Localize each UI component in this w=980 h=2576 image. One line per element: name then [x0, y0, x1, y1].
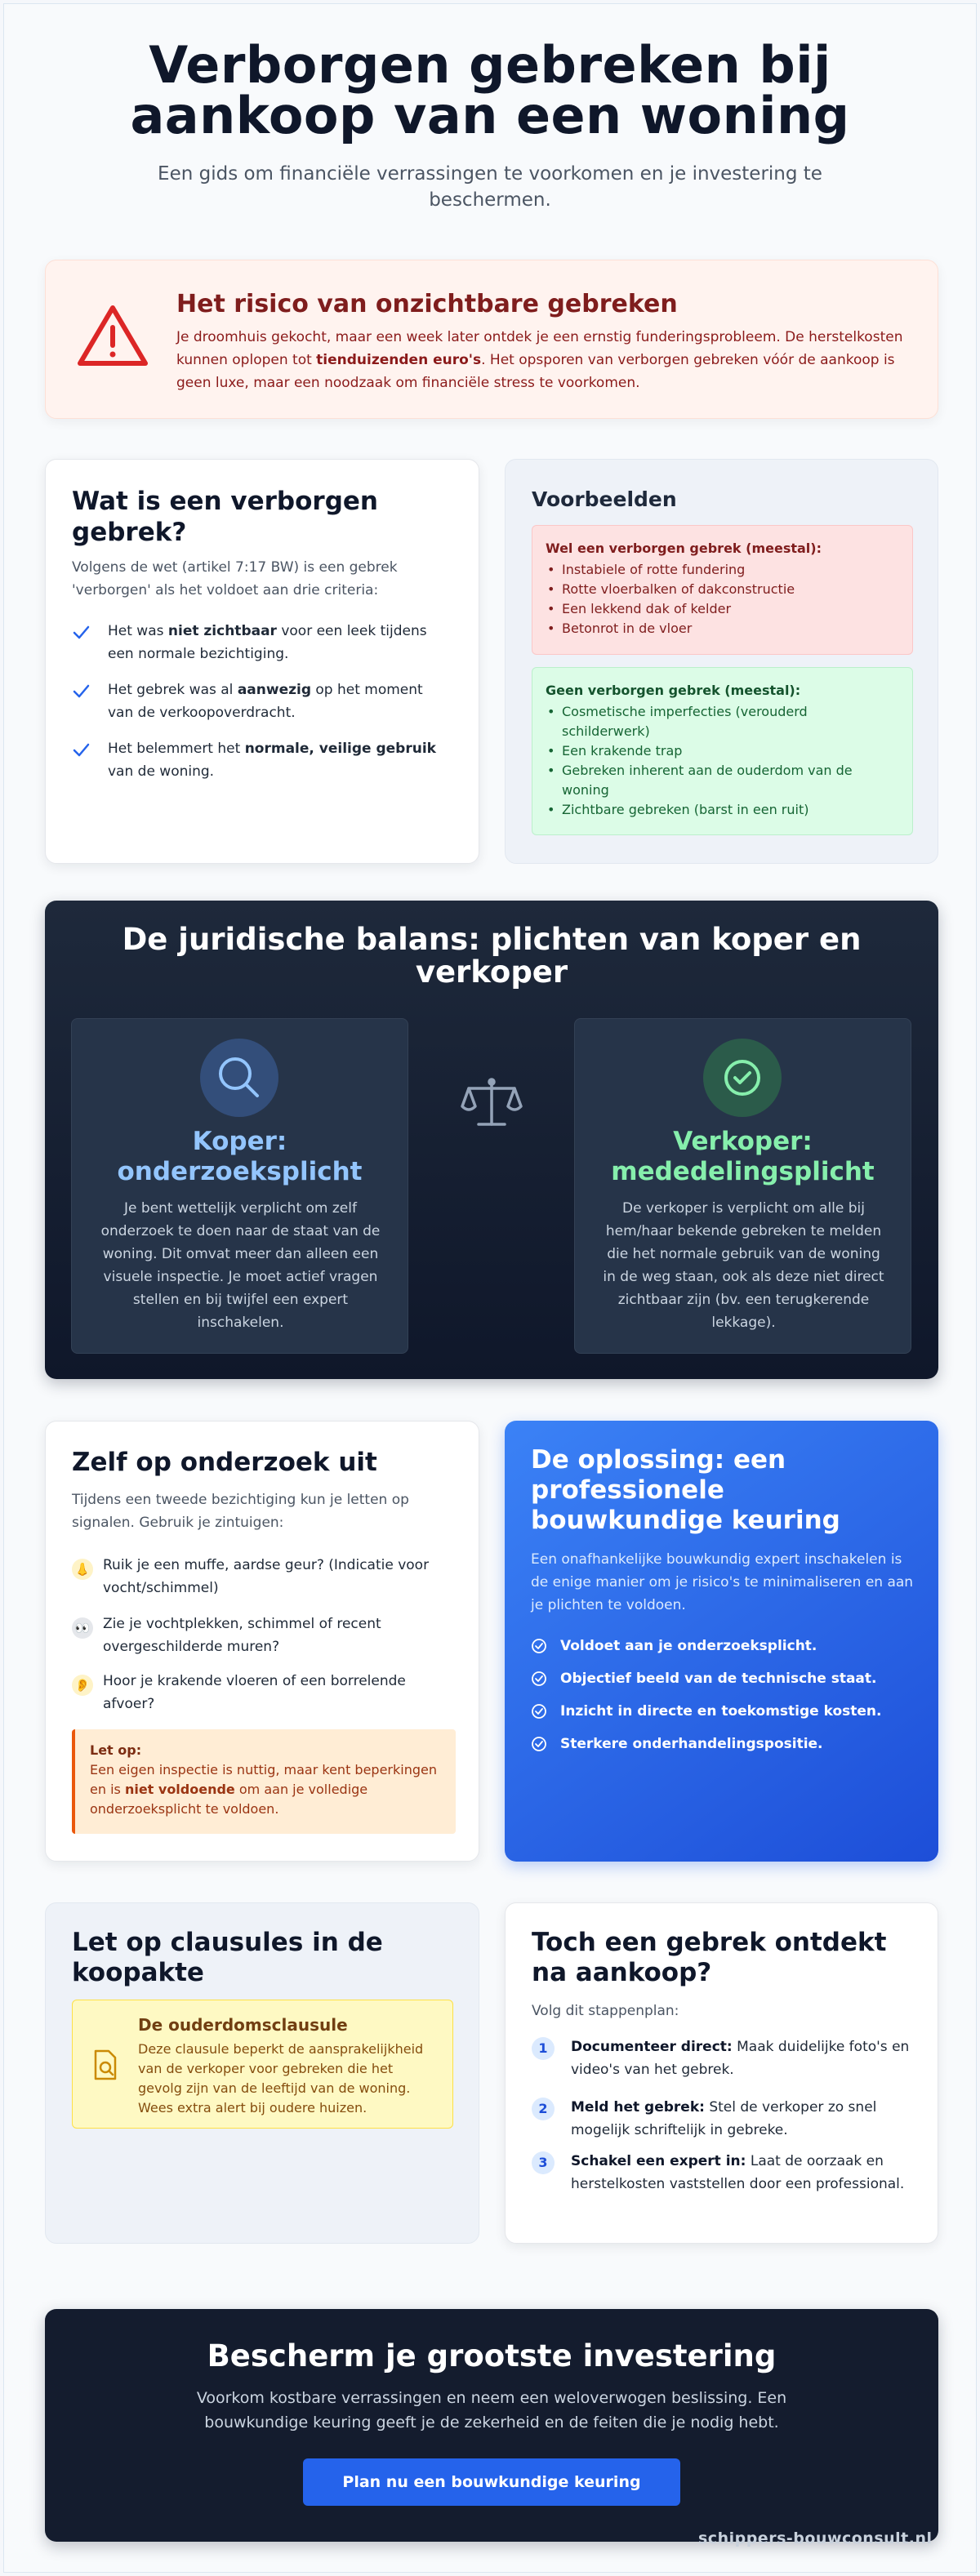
seller-icon-circle — [703, 1039, 782, 1117]
self-investigation-card — [45, 1421, 479, 1862]
not-hidden-defects-box — [532, 667, 913, 835]
risk-text: Je droomhuis gekocht, maar een week later ontdek je een ernstig funderingsprobleem. De herstelkosten kunnen oplopen tot tienduizenden euro's. Het opsporen van verborgen gebreken vóór de aankoop is geen luxe, maar een noodzaak om financiële stress te voorkomen. — [176, 329, 903, 391]
defect-found-card — [505, 1902, 938, 2244]
solution-title: De oplossing: een professionele bouwkundige keuring — [531, 1445, 840, 1535]
clauses-card — [45, 1902, 479, 2244]
scale-icon — [459, 1070, 524, 1136]
buyer-icon-circle — [200, 1039, 278, 1117]
buyer-duty-text: Je bent wettelijk verplicht om zelf onderzoek te doen naar de staat van de woning. Dit omvat meer dan alleen een visuele inspectie. Je moet actief vragen stellen en bij twijfel een expert inschakelen. — [100, 1200, 381, 1331]
seller-duty-title: Verkoper: mededelingsplicht — [611, 1127, 875, 1186]
age-clause-title: De ouderdomsclausule — [138, 2015, 348, 2035]
step-text: Meld het gebrek: Stel de verkoper zo snel mogelijk schriftelijk in gebreke. — [571, 2099, 877, 2138]
legal-balance-section — [45, 901, 938, 1379]
nose-icon: 👃 — [72, 1559, 93, 1580]
page-subtitle: Een gids om financiële verrassingen te voorkomen en je investering te beschermen. — [158, 163, 822, 211]
list-item: • Instabiele of rotte fundering — [546, 560, 899, 580]
buyer-duty-card — [71, 1018, 408, 1354]
caution-title: Let op: — [90, 1742, 142, 1758]
tip-text: Hoor je krakende vloeren of een borrelende afvoer? — [103, 1673, 406, 1712]
investigation-intro: Tijdens een tweede bezichtiging kun je letten op signalen. Gebruik je zintuigen: — [72, 1492, 409, 1531]
list-item: • Een lekkend dak of kelder — [546, 599, 899, 619]
list-item: • Een krakende trap — [546, 741, 899, 761]
check-circle-icon — [703, 1039, 782, 1117]
legal-title: De juridische balans: plichten van koper en verkoper — [122, 922, 862, 990]
check-circle-icon — [531, 1736, 547, 1752]
cta-section — [45, 2309, 938, 2542]
hidden-defects-title: Wel een verborgen gebrek (meestal): — [546, 541, 822, 556]
step-number: 3 — [532, 2151, 555, 2174]
investigation-title: Zelf op onderzoek uit — [72, 1448, 377, 1477]
solution-point-text: Objectief beeld van de technische staat. — [560, 1671, 877, 1687]
risk-title: Het risico van onzichtbare gebreken — [176, 290, 678, 318]
check-circle-icon — [531, 1638, 547, 1654]
age-clause-text: Deze clausule beperkt de aansprakelijkheid van de verkoper voor gebreken die het gevolg zijn van de leeftijd van de woning. Wees extra alert bij oudere huizen. — [138, 2041, 424, 2116]
check-circle-icon — [531, 1671, 547, 1687]
not-hidden-defects-list — [546, 702, 899, 820]
definition-title: Wat is een verborgen gebrek? — [72, 487, 378, 547]
step-text: Schakel een expert in: Laat de oorzaak en herstelkosten vaststellen door een professional. — [571, 2153, 905, 2192]
caution-note — [72, 1729, 456, 1834]
solution-card — [505, 1421, 938, 1862]
definition-card — [45, 459, 479, 864]
definition-intro: Volgens de wet (artikel 7:17 BW) is een gebrek 'verborgen' als het voldoet aan drie criteria: — [72, 559, 398, 598]
check-circle-icon — [531, 1703, 547, 1720]
hidden-defects-list — [546, 560, 899, 638]
list-item: • Gebreken inherent aan de ouderdom van de woning — [546, 761, 899, 800]
hero — [4, 4, 976, 213]
ear-icon: 👂 — [72, 1675, 93, 1696]
criterion-text: Het belemmert het normale, veilige gebruik van de woning. — [108, 741, 436, 780]
criterion-text: Het gebrek was al aanwezig op het moment van de verkoopoverdracht. — [108, 682, 423, 721]
title-line-1: Verborgen gebreken bij — [149, 35, 831, 95]
list-item: • Betonrot in de vloer — [546, 619, 899, 638]
not-hidden-defects-title: Geen verborgen gebrek (meestal): — [546, 683, 801, 698]
search-icon — [200, 1039, 278, 1117]
check-icon — [72, 682, 90, 700]
defect-found-title: Toch een gebrek ontdekt na aankoop? — [532, 1928, 887, 1987]
step-number: 2 — [532, 2098, 555, 2120]
list-item: • Cosmetische imperfecties (verouderd schilderwerk) — [546, 702, 899, 741]
defect-found-intro: Volg dit stappenplan: — [532, 2003, 679, 2019]
risk-warning-card — [45, 260, 938, 419]
check-icon — [72, 623, 90, 641]
solution-intro: Een onafhankelijke bouwkundig expert inschakelen is de enige manier om je risico's te minimaliseren en aan je plichten te voldoen. — [531, 1551, 914, 1613]
list-item: • Rotte vloerbalken of dakconstructie — [546, 580, 899, 599]
caution-text: Een eigen inspectie is nuttig, maar kent beperkingen en is niet voldoende om aan je volledige onderzoeksplicht te voldoen. — [90, 1762, 437, 1817]
page — [3, 3, 977, 2573]
alert-triangle-icon — [77, 303, 149, 368]
solution-point-text: Sterkere onderhandelingspositie. — [560, 1736, 823, 1752]
hidden-defects-box — [532, 525, 913, 655]
tip-text: Ruik je een muffe, aardse geur? (Indicatie voor vocht/schimmel) — [103, 1557, 430, 1596]
step-text: Documenteer direct: Maak duidelijke foto's en video's van het gebrek. — [571, 2039, 910, 2078]
examples-card — [505, 459, 938, 864]
plan-inspection-button[interactable]: Plan nu een bouwkundige keuring — [303, 2458, 680, 2506]
seller-duty-text: De verkoper is verplicht om alle bij hem/haar bekende gebreken te melden die het normale gebruik van de woning in de weg staan, ook als deze niet direct zichtbaar zijn (bv. een terugkerende lekkage). — [603, 1200, 884, 1331]
cta-text: Voorkom kostbare verrassingen en neem een weloverwogen beslissing. Een bouwkundige keuring geeft je de zekerheid en de feiten die je nodig hebt. — [196, 2389, 787, 2431]
criterion-text: Het was niet zichtbaar voor een leek tijdens een normale bezichtiging. — [108, 623, 427, 662]
clauses-title: Let op clausules in de koopakte — [72, 1928, 383, 1987]
page-title — [4, 35, 976, 145]
document-search-icon — [87, 2046, 125, 2084]
list-item: • Zichtbare gebreken (barst in een ruit) — [546, 800, 899, 820]
examples-title: Voorbeelden — [532, 487, 677, 511]
eyes-icon: 👀 — [72, 1617, 93, 1639]
seller-duty-card — [574, 1018, 911, 1354]
footer-brand: schippers-bouwconsult.nl — [698, 2529, 933, 2547]
tip-text: Zie je vochtplekken, schimmel of recent overgeschilderde muren? — [103, 1616, 381, 1655]
age-clause-box — [72, 2000, 453, 2129]
solution-point-text: Inzicht in directe en toekomstige kosten. — [560, 1703, 882, 1720]
step-number: 1 — [532, 2037, 555, 2060]
title-line-2: aankoop van een woning — [130, 86, 850, 145]
cta-title: Bescherm je grootste investering — [207, 2338, 777, 2374]
solution-point-text: Voldoet aan je onderzoeksplicht. — [560, 1638, 817, 1654]
buyer-duty-title: Koper: onderzoeksplicht — [117, 1127, 363, 1186]
check-icon — [72, 741, 90, 759]
